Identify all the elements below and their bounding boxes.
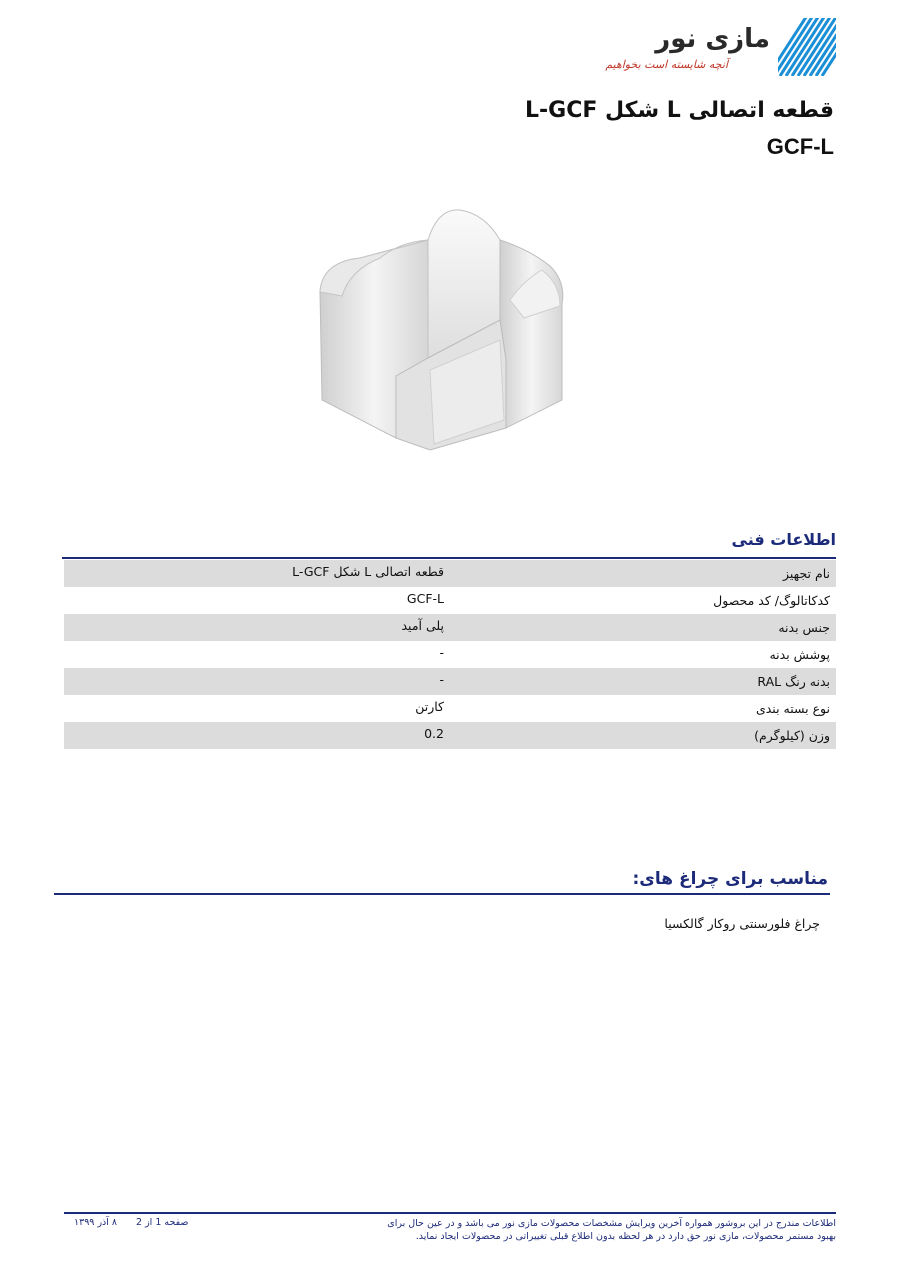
brand-logo	[605, 18, 836, 80]
spec-label: وزن (کیلوگرم)	[754, 728, 830, 743]
table-row	[64, 722, 836, 749]
page-number: صفحه 1 از 2	[136, 1217, 189, 1228]
table-row	[64, 587, 836, 614]
spec-table	[64, 560, 836, 749]
list-item: چراغ فلورسنتی روکار گالکسیا	[664, 916, 820, 931]
table-row	[64, 641, 836, 668]
brand-logo-icon	[778, 18, 836, 76]
spec-value: -	[439, 672, 444, 687]
spec-value: کارتن	[415, 699, 444, 714]
table-row	[64, 614, 836, 641]
footer-disclaimer: اطلاعات مندرج در این بروشور همواره آخرین ویرایش مشخصات محصولات مازی نور می باشد و در عین حال برای بهبود مستمر محصولات، مازی نور حق دارد در هر لحظه بدون اطلاع قبلی تغییراتی در محصولات ایجاد نماید.	[387, 1218, 836, 1242]
spec-label: جنس بدنه	[778, 620, 830, 635]
brand-tagline: آنچه شایسته است بخواهیم	[605, 58, 728, 71]
spec-label: نوع بسته بندی	[755, 701, 830, 716]
table-row	[64, 695, 836, 722]
spec-label: بدنه رنگ RAL	[757, 674, 830, 689]
suitable-for-title: مناسب برای چراغ های:	[632, 869, 828, 889]
spec-value: GCF-L	[406, 591, 444, 606]
footer-date: ۸ آذر ۱۳۹۹	[74, 1217, 118, 1228]
spec-label: نام تجهیز	[783, 566, 830, 581]
table-row	[64, 668, 836, 695]
spec-value: پلی آمید	[401, 618, 444, 633]
page-title: قطعه اتصالی L شکل L-GCF	[525, 98, 834, 123]
tech-info-title: اطلاعات فنی	[731, 530, 836, 549]
tech-info-divider	[62, 557, 836, 559]
product-code-title: GCF-L	[766, 134, 834, 159]
spec-value: 0.2	[424, 726, 444, 741]
brand-name: مازی نور	[655, 24, 770, 54]
footer-divider	[64, 1212, 836, 1214]
spec-label: پوشش بدنه	[769, 647, 830, 662]
suitable-for-divider	[54, 893, 830, 895]
table-row	[64, 560, 836, 587]
product-photo	[310, 200, 575, 455]
spec-label: کدکاتالوگ/ کد محصول	[713, 593, 830, 608]
spec-value: قطعه اتصالی L شکل L-GCF	[292, 564, 444, 579]
spec-value: -	[439, 645, 444, 660]
